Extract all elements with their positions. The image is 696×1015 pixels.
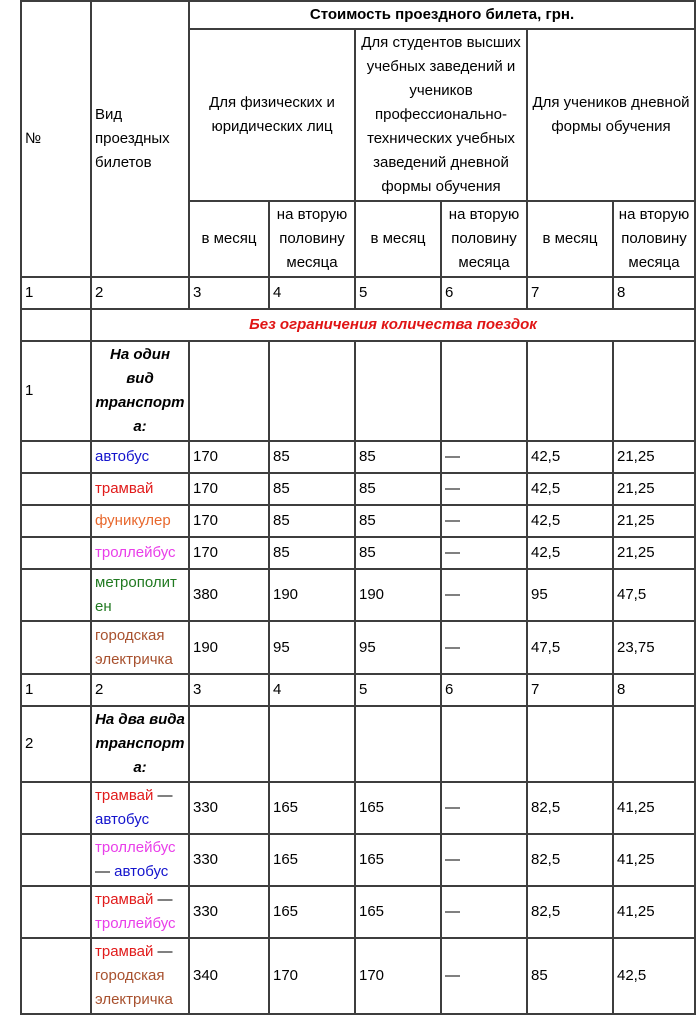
col-number-cell: 7 bbox=[527, 674, 613, 706]
fare-value: 170 bbox=[189, 473, 269, 505]
col-no-header: № bbox=[21, 1, 91, 277]
fare-value: 42,5 bbox=[527, 473, 613, 505]
col-number-cell: 5 bbox=[355, 277, 441, 309]
col-number-cell: 3 bbox=[189, 277, 269, 309]
table-row bbox=[21, 621, 695, 674]
fare-value: 85 bbox=[269, 473, 355, 505]
dash-separator: — bbox=[95, 863, 115, 880]
fare-value: 41,25 bbox=[613, 886, 695, 938]
col-number-cell: 8 bbox=[613, 674, 695, 706]
fare-value: — bbox=[441, 938, 527, 1014]
fare-value: 41,25 bbox=[613, 782, 695, 834]
fare-value: 21,25 bbox=[613, 505, 695, 537]
fare-value: 47,5 bbox=[527, 621, 613, 674]
empty-cell bbox=[527, 341, 613, 441]
fare-value: 170 bbox=[355, 938, 441, 1014]
fare-value: 190 bbox=[355, 569, 441, 621]
fare-value: 190 bbox=[269, 569, 355, 621]
fare-value: 330 bbox=[189, 834, 269, 886]
col-number-cell: 4 bbox=[269, 674, 355, 706]
transport-name bbox=[91, 621, 189, 674]
table-row bbox=[21, 473, 695, 505]
col-number-cell: 6 bbox=[441, 674, 527, 706]
transport-name bbox=[91, 938, 189, 1014]
transport-name-part: городская электричка bbox=[95, 626, 173, 668]
fare-value: — bbox=[441, 569, 527, 621]
empty-cell bbox=[21, 537, 91, 569]
transport-name bbox=[91, 886, 189, 938]
transport-name-part: автобус bbox=[95, 448, 150, 465]
empty-cell bbox=[613, 341, 695, 441]
fare-value: 165 bbox=[355, 782, 441, 834]
transport-name-part: метрополитен bbox=[95, 574, 177, 615]
fare-value: 21,25 bbox=[613, 537, 695, 569]
fare-value: 340 bbox=[189, 938, 269, 1014]
empty-cell bbox=[613, 706, 695, 782]
empty-cell bbox=[355, 706, 441, 782]
empty-cell bbox=[21, 621, 91, 674]
transport-name-part: трамвай bbox=[95, 787, 154, 804]
fare-value: 330 bbox=[189, 782, 269, 834]
col-number-cell: 6 bbox=[441, 277, 527, 309]
fare-value: 170 bbox=[189, 537, 269, 569]
fare-value: 85 bbox=[269, 441, 355, 473]
col-number-cell: 1 bbox=[21, 674, 91, 706]
empty-cell bbox=[21, 569, 91, 621]
col-number-cell: 4 bbox=[269, 277, 355, 309]
transport-name-part: трамвай bbox=[95, 891, 154, 908]
transport-name bbox=[91, 834, 189, 886]
period-header-month: в месяц bbox=[189, 201, 269, 277]
table-row bbox=[21, 886, 695, 938]
col-number-cell: 8 bbox=[613, 277, 695, 309]
fare-value: — bbox=[441, 473, 527, 505]
table-row bbox=[21, 938, 695, 1014]
empty-cell bbox=[21, 886, 91, 938]
group-header-students: Для студентов высших учебных заведений и учеников профессионально-технических учебных заведений дневной формы обучения bbox=[355, 29, 527, 201]
col-number-cell: 3 bbox=[189, 674, 269, 706]
fare-value: 21,25 bbox=[613, 441, 695, 473]
fare-value: 190 bbox=[189, 621, 269, 674]
transport-name bbox=[91, 505, 189, 537]
ticket-type-header: Вид проездных билетов bbox=[91, 1, 189, 277]
fare-value: — bbox=[441, 441, 527, 473]
fare-value: 165 bbox=[269, 834, 355, 886]
section-number: 2 bbox=[21, 706, 91, 782]
fare-value: — bbox=[441, 537, 527, 569]
fare-value: 47,5 bbox=[613, 569, 695, 621]
fare-value: 380 bbox=[189, 569, 269, 621]
fare-value: 82,5 bbox=[527, 782, 613, 834]
period-header-month: в месяц bbox=[355, 201, 441, 277]
transport-name bbox=[91, 473, 189, 505]
fare-value: — bbox=[441, 886, 527, 938]
fare-value: 95 bbox=[269, 621, 355, 674]
empty-cell bbox=[441, 341, 527, 441]
transport-name-part: троллейбус bbox=[95, 839, 176, 856]
transport-name-part: автобус bbox=[114, 863, 169, 880]
dash-separator: — bbox=[153, 787, 173, 804]
fare-value: 95 bbox=[355, 621, 441, 674]
table-row bbox=[21, 441, 695, 473]
fare-value: 85 bbox=[527, 938, 613, 1014]
fare-value: 42,5 bbox=[613, 938, 695, 1014]
empty-cell bbox=[527, 706, 613, 782]
fare-value: 82,5 bbox=[527, 834, 613, 886]
section-number: 1 bbox=[21, 341, 91, 441]
empty-cell bbox=[269, 341, 355, 441]
fare-value: 170 bbox=[269, 938, 355, 1014]
fare-value: 170 bbox=[189, 441, 269, 473]
transport-name-part: троллейбус bbox=[95, 544, 176, 561]
transport-name-part: трамвай bbox=[95, 943, 154, 960]
fare-value: 85 bbox=[269, 537, 355, 569]
transport-name-part: троллейбус bbox=[95, 915, 176, 932]
col-number-cell: 1 bbox=[21, 277, 91, 309]
empty-cell bbox=[21, 834, 91, 886]
fare-value: 82,5 bbox=[527, 886, 613, 938]
fare-value: 41,25 bbox=[613, 834, 695, 886]
period-header-half: на вторую половину месяца bbox=[613, 201, 695, 277]
empty-cell bbox=[441, 706, 527, 782]
fare-value: 165 bbox=[355, 886, 441, 938]
fare-value: 85 bbox=[355, 473, 441, 505]
fare-value: 85 bbox=[355, 537, 441, 569]
empty-cell bbox=[21, 309, 91, 341]
transport-name bbox=[91, 782, 189, 834]
transport-name-part: автобус bbox=[95, 811, 150, 828]
fare-value: 23,75 bbox=[613, 621, 695, 674]
col-number-cell: 2 bbox=[91, 277, 189, 309]
fare-value: 95 bbox=[527, 569, 613, 621]
col-number-cell: 7 bbox=[527, 277, 613, 309]
empty-cell bbox=[21, 782, 91, 834]
section-title: На два вида транспорта: bbox=[91, 706, 189, 782]
col-number-cell: 2 bbox=[91, 674, 189, 706]
transport-name bbox=[91, 441, 189, 473]
table-row bbox=[21, 569, 695, 621]
empty-cell bbox=[189, 706, 269, 782]
transport-name bbox=[91, 537, 189, 569]
fares-table bbox=[20, 0, 696, 1015]
table-row bbox=[21, 782, 695, 834]
transport-name-part: городская электричка bbox=[95, 967, 173, 1008]
fare-value: — bbox=[441, 834, 527, 886]
fare-value: 330 bbox=[189, 886, 269, 938]
section-title: На один вид транспорта: bbox=[91, 341, 189, 441]
fare-value: 165 bbox=[269, 782, 355, 834]
empty-cell bbox=[21, 505, 91, 537]
fare-value: 165 bbox=[269, 886, 355, 938]
transport-name bbox=[91, 569, 189, 621]
dash-separator: — bbox=[153, 943, 173, 960]
section-banner: Без ограничения количества поездок bbox=[91, 309, 695, 341]
fare-value: 85 bbox=[269, 505, 355, 537]
fare-value: — bbox=[441, 505, 527, 537]
empty-cell bbox=[21, 441, 91, 473]
group-header-pupils: Для учеников дневной формы обучения bbox=[527, 29, 695, 201]
group-header-individuals: Для физических и юридических лиц bbox=[189, 29, 355, 201]
table-row bbox=[21, 834, 695, 886]
col-number-cell: 5 bbox=[355, 674, 441, 706]
transport-name-part: трамвай bbox=[95, 480, 154, 497]
fare-value: 42,5 bbox=[527, 441, 613, 473]
fare-value: 85 bbox=[355, 441, 441, 473]
fare-value: 42,5 bbox=[527, 505, 613, 537]
empty-cell bbox=[21, 938, 91, 1014]
fare-value: 21,25 bbox=[613, 473, 695, 505]
fare-value: — bbox=[441, 782, 527, 834]
cost-title: Стоимость проездного билета, грн. bbox=[189, 1, 695, 29]
empty-cell bbox=[355, 341, 441, 441]
period-header-month: в месяц bbox=[527, 201, 613, 277]
empty-cell bbox=[189, 341, 269, 441]
fare-value: — bbox=[441, 621, 527, 674]
transport-name-part: фуникулер bbox=[95, 512, 171, 529]
period-header-half: на вторую половину месяца bbox=[441, 201, 527, 277]
fare-value: 42,5 bbox=[527, 537, 613, 569]
empty-cell bbox=[21, 473, 91, 505]
empty-cell bbox=[269, 706, 355, 782]
period-header-half: на вторую половину месяца bbox=[269, 201, 355, 277]
fare-value: 85 bbox=[355, 505, 441, 537]
fare-value: 165 bbox=[355, 834, 441, 886]
table-row bbox=[21, 505, 695, 537]
dash-separator: — bbox=[153, 891, 173, 908]
table-row bbox=[21, 537, 695, 569]
fare-value: 170 bbox=[189, 505, 269, 537]
